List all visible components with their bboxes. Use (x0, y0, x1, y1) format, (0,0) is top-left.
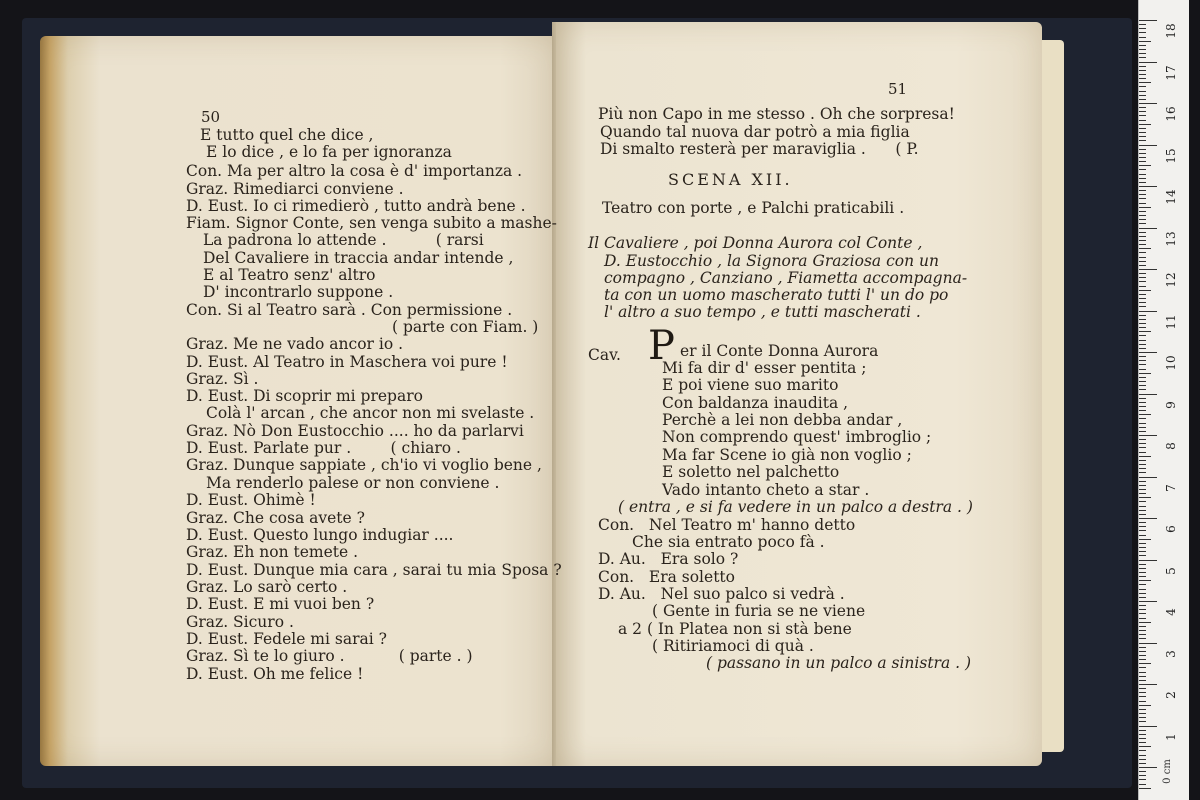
ruler-tick (1139, 597, 1146, 598)
ruler-tick (1139, 91, 1146, 92)
ruler-tick (1139, 145, 1157, 146)
ruler-tick (1139, 655, 1146, 656)
text-line: D. Eust. Parlate pur . ( chiaro . (186, 439, 461, 457)
ruler-tick (1139, 701, 1146, 702)
ruler-number: 8 (1164, 442, 1178, 450)
ruler-tick (1139, 676, 1146, 677)
ruler-tick (1139, 24, 1146, 25)
text-line: E poi viene suo marito (662, 376, 839, 394)
right-page-number: 51 (888, 80, 908, 98)
text-line: D. Eust. Di scoprir mi preparo (186, 387, 423, 405)
ruler-number: 12 (1164, 272, 1178, 288)
ruler-tick (1139, 630, 1146, 631)
ruler-tick (1139, 439, 1146, 440)
ruler-tick (1139, 618, 1146, 619)
ruler-tick (1139, 560, 1157, 561)
ruler-tick (1139, 705, 1151, 706)
ruler-tick (1139, 294, 1146, 295)
ruler-tick (1139, 86, 1146, 87)
ruler-tick (1139, 290, 1151, 291)
ruler-tick (1139, 211, 1146, 212)
ruler-tick (1139, 74, 1146, 75)
ruler-tick (1139, 659, 1146, 660)
ruler-tick (1139, 53, 1146, 54)
ruler-tick (1139, 750, 1146, 751)
ruler-tick (1139, 734, 1146, 735)
ruler-tick (1139, 672, 1146, 673)
ruler-tick (1139, 593, 1146, 594)
ruler-tick (1139, 360, 1146, 361)
ruler-number: 9 (1164, 400, 1178, 409)
ruler-tick (1139, 132, 1146, 133)
text-line: Con. Era soletto (598, 568, 735, 586)
ruler-tick (1139, 169, 1146, 170)
ruler-tick (1139, 352, 1157, 353)
ruler-number: 16 (1164, 106, 1178, 122)
ruler-tick (1139, 215, 1146, 216)
drop-cap: P (648, 323, 675, 369)
text-line: Vado intanto cheto a star . (662, 481, 870, 499)
ruler-tick (1139, 514, 1146, 515)
ruler-tick (1139, 410, 1146, 411)
text-line: compagno , Canziano , Fiametta accompagna- (604, 269, 968, 287)
ruler-tick (1139, 174, 1146, 175)
ruler-tick (1139, 41, 1151, 42)
ruler-tick (1139, 518, 1157, 519)
scene-title: SCENA XII. (668, 170, 793, 189)
text-line: Graz. Lo sarò certo . (186, 578, 348, 596)
ruler-tick (1139, 244, 1146, 245)
ruler-tick (1139, 493, 1146, 494)
ruler-tick (1139, 643, 1157, 644)
text-line: Quando tal nuova dar potrò a mia figlia (600, 123, 910, 141)
ruler-tick (1139, 568, 1146, 569)
ruler-tick (1139, 696, 1146, 697)
ruler-number: 15 (1164, 147, 1178, 164)
text-line: Graz. Sicuro . (186, 613, 294, 631)
ruler-tick (1139, 742, 1146, 743)
ruler-tick (1139, 601, 1157, 602)
text-line: ( Gente in furia se ne viene (652, 602, 866, 620)
text-line: Graz. Me ne vado ancor io . (186, 335, 403, 353)
ruler-tick (1139, 402, 1146, 403)
text-line: D. Au. Era solo ? (598, 550, 739, 568)
ruler-tick (1139, 157, 1146, 158)
ruler-tick (1139, 775, 1146, 776)
ruler-tick (1139, 497, 1151, 498)
ruler-tick (1139, 103, 1157, 104)
text-line: ( entra , e si fa vedere in un palco a destra . ) (618, 498, 973, 516)
ruler-tick (1139, 120, 1146, 121)
ruler-tick (1139, 456, 1151, 457)
text-line: Colà l' arcan , che ancor non mi svelaste . (206, 404, 535, 422)
ruler-tick (1139, 377, 1146, 378)
ruler-tick (1139, 452, 1146, 453)
text-line: ( parte con Fiam. ) (392, 318, 539, 336)
ruler-number: 2 (1164, 691, 1178, 699)
ruler-tick (1139, 788, 1151, 789)
ruler-tick (1139, 335, 1146, 336)
text-line: Con baldanza inaudita , (662, 394, 849, 412)
ruler-tick (1139, 779, 1146, 780)
text-line: E soletto nel palchetto (662, 463, 840, 481)
ruler-tick (1139, 78, 1146, 79)
ruler-tick (1139, 203, 1146, 204)
ruler-number: 1 (1164, 732, 1178, 741)
text-line: er il Conte Donna Aurora (680, 342, 879, 360)
ruler-tick (1139, 688, 1146, 689)
ruler-tick (1139, 136, 1146, 137)
ruler-tick (1139, 82, 1151, 83)
ruler-tick (1139, 286, 1146, 287)
ruler-tick (1139, 232, 1146, 233)
ruler-tick (1139, 190, 1146, 191)
text-line: Con. Si al Teatro sarà . Con permissione . (186, 301, 513, 319)
ruler-tick (1139, 784, 1146, 785)
ruler-tick (1139, 771, 1146, 772)
text-line: Graz. Sì . (186, 370, 259, 388)
ruler-tick (1139, 240, 1146, 241)
ruler-tick (1139, 99, 1146, 100)
ruler-tick (1139, 178, 1146, 179)
ruler-tick (1139, 572, 1146, 573)
ruler-tick (1139, 344, 1146, 345)
text-line: Fiam. Signor Conte, sen venga subito a mashe- (186, 214, 557, 232)
ruler-number: 3 (1164, 649, 1178, 658)
ruler-tick (1139, 277, 1146, 278)
text-line: a 2 ( In Platea non si stà bene (618, 620, 852, 638)
ruler-tick (1139, 348, 1146, 349)
ruler-tick (1139, 161, 1146, 162)
ruler-tick (1139, 427, 1146, 428)
ruler-tick (1139, 261, 1146, 262)
ruler-tick (1139, 510, 1146, 511)
ruler-tick (1139, 111, 1146, 112)
text-line: D. Eust. Al Teatro in Maschera voi pure ! (186, 353, 508, 371)
ruler-tick (1139, 638, 1146, 639)
ruler-tick (1139, 207, 1151, 208)
ruler-tick (1139, 464, 1146, 465)
ruler-tick (1139, 755, 1146, 756)
ruler-tick (1139, 622, 1151, 623)
text-line: D. Eust. Ohimè ! (186, 491, 316, 509)
text-line: D. Eust. Io ci rimedierò , tutto andrà bene . (186, 197, 526, 215)
ruler-number: 11 (1164, 313, 1178, 330)
ruler-tick (1139, 124, 1151, 125)
text-line: ta con un uomo mascherato tutti l' un do po (604, 286, 949, 304)
text-line: Del Cavaliere in traccia andar intende , (203, 249, 514, 267)
ruler-tick (1139, 535, 1146, 536)
ruler-tick (1139, 340, 1146, 341)
ruler-tick (1139, 70, 1146, 71)
ruler-tick (1139, 273, 1146, 274)
ruler-tick (1139, 140, 1146, 141)
ruler-tick (1139, 580, 1151, 581)
ruler-tick (1139, 252, 1146, 253)
ruler-tick (1139, 726, 1157, 727)
ruler-tick (1139, 526, 1146, 527)
ruler-tick (1139, 311, 1157, 312)
ruler-tick (1139, 306, 1146, 307)
ruler-tick (1139, 32, 1146, 33)
ruler-tick (1139, 721, 1146, 722)
ruler-tick (1139, 182, 1146, 183)
text-line: La padrona lo attende . ( rarsi (203, 231, 484, 249)
ruler-tick (1139, 248, 1151, 249)
ruler-tick (1139, 589, 1146, 590)
ruler-tick (1139, 315, 1146, 316)
ruler-tick (1139, 369, 1146, 370)
ruler-tick (1139, 730, 1146, 731)
ruler-tick (1139, 281, 1146, 282)
text-line: Graz. Che cosa avete ? (186, 509, 365, 527)
text-line: l' altro a suo tempo , e tutti mascherati . (604, 303, 921, 321)
ruler-tick (1139, 331, 1151, 332)
ruler-tick (1139, 647, 1146, 648)
ruler-tick (1139, 547, 1146, 548)
ruler-tick (1139, 356, 1146, 357)
ruler-number: 5 (1164, 566, 1178, 575)
ruler-tick (1139, 269, 1157, 270)
ruler-number: 13 (1164, 230, 1178, 247)
ruler-tick (1139, 443, 1146, 444)
ruler-tick (1139, 298, 1146, 299)
ruler-tick (1139, 651, 1146, 652)
ruler-tick (1139, 767, 1157, 768)
ruler-tick (1139, 406, 1146, 407)
text-line: D. Eust. Questo lungo indugiar .... (186, 526, 454, 544)
text-line: Il Cavaliere , poi Donna Aurora col Conte , (588, 234, 923, 252)
ruler-tick (1139, 613, 1146, 614)
ruler-tick (1139, 435, 1157, 436)
ruler-tick (1139, 692, 1146, 693)
ruler-number: 7 (1164, 483, 1178, 492)
text-line: E al Teatro senz' altro (203, 266, 376, 284)
ruler-tick (1139, 394, 1157, 395)
ruler-tick (1139, 165, 1151, 166)
text-line: Più non Capo in me stesso . Oh che sorpresa! (598, 105, 955, 123)
ruler-tick (1139, 609, 1146, 610)
ruler-tick (1139, 506, 1146, 507)
ruler-tick (1139, 398, 1146, 399)
text-line: D. Eust. Dunque mia cara , sarai tu mia Sposa ? (186, 561, 562, 579)
ruler-tick (1139, 684, 1157, 685)
text-line: D. Eust. Fedele mi sarai ? (186, 630, 387, 648)
text-line: Ma far Scene io già non voglio ; (662, 446, 912, 464)
ruler-tick (1139, 128, 1146, 129)
ruler-number: 10 (1164, 355, 1178, 371)
ruler-tick (1139, 763, 1146, 764)
text-line: Non comprendo quest' imbroglio ; (662, 428, 932, 446)
ruler-tick (1139, 663, 1151, 664)
ruler-tick (1139, 543, 1146, 544)
text-line: Che sia entrato poco fà . (632, 533, 825, 551)
text-line: Graz. Dunque sappiate , ch'io vi voglio bene , (186, 456, 542, 474)
text-line: Perchè a lei non debba andar , (662, 411, 903, 429)
ruler-number: 6 (1164, 525, 1178, 533)
ruler-tick (1139, 605, 1146, 606)
ruler-tick (1139, 95, 1146, 96)
text-line: D' incontrarlo suppone . (203, 283, 394, 301)
ruler-tick (1139, 107, 1146, 108)
ruler-tick (1139, 555, 1146, 556)
ruler-unit-label: 0 cm (1161, 759, 1173, 784)
ruler-tick (1139, 460, 1146, 461)
ruler-tick (1139, 149, 1146, 150)
text-line: Graz. Eh non temete . (186, 543, 359, 561)
ruler-tick (1139, 49, 1146, 50)
text-line: D. Au. Nel suo palco si vedrà . (598, 585, 845, 603)
ruler-tick (1139, 468, 1146, 469)
ruler-tick (1139, 228, 1157, 229)
ruler-tick (1139, 418, 1146, 419)
ruler-tick (1139, 472, 1146, 473)
text-line: Graz. Sì te lo giuro . ( parte . ) (186, 647, 473, 665)
ruler-tick (1139, 423, 1146, 424)
ruler-tick (1139, 717, 1146, 718)
ruler-tick (1139, 323, 1146, 324)
ruler-tick (1139, 709, 1146, 710)
text-line: Con. Nel Teatro m' hanno detto (598, 516, 856, 534)
ruler-tick (1139, 319, 1146, 320)
text-line: D. Eust. E mi vuoi ben ? (186, 595, 375, 613)
text-line: ( passano in un palco a sinistra . ) (706, 654, 972, 672)
text-line: D. Eust. Oh me felice ! (186, 665, 364, 683)
text-line: D. Eustocchio , la Signora Graziosa con un (604, 252, 939, 270)
ruler-tick (1139, 223, 1146, 224)
left-page-number: 50 (201, 108, 221, 126)
text-line: E lo dice , e lo fa per ignoranza (206, 143, 452, 161)
ruler-tick (1139, 153, 1146, 154)
ruler-number: 4 (1164, 608, 1178, 616)
ruler-tick (1139, 539, 1151, 540)
ruler-tick (1139, 115, 1146, 116)
ruler-tick (1139, 373, 1151, 374)
ruler-tick (1139, 236, 1146, 237)
text-line: Graz. Nò Don Eustocchio .... ho da parlarvi (186, 422, 524, 440)
ruler-tick (1139, 738, 1146, 739)
ruler-tick (1139, 759, 1146, 760)
text-line: Graz. Rimediarci conviene . (186, 180, 404, 198)
text-line: Con. Ma per altro la cosa è d' importanza . (186, 162, 523, 180)
ruler-number: 14 (1164, 189, 1178, 205)
cav-label: Cav. (588, 346, 621, 364)
ruler-tick (1139, 364, 1146, 365)
measurement-ruler (1138, 0, 1189, 800)
ruler-tick (1139, 57, 1146, 58)
ruler-tick (1139, 564, 1146, 565)
ruler-tick (1139, 198, 1146, 199)
ruler-tick (1139, 194, 1146, 195)
ruler-tick (1139, 37, 1146, 38)
ruler-tick (1139, 28, 1146, 29)
ruler-tick (1139, 713, 1146, 714)
ruler-tick (1139, 447, 1146, 448)
ruler-tick (1139, 327, 1146, 328)
text-line: ( Ritiriamoci di quà . (652, 637, 814, 655)
ruler-tick (1139, 20, 1157, 21)
ruler-tick (1139, 501, 1146, 502)
ruler-tick (1139, 186, 1157, 187)
ruler-tick (1139, 414, 1151, 415)
ruler-tick (1139, 576, 1146, 577)
ruler-tick (1139, 680, 1146, 681)
ruler-tick (1139, 257, 1146, 258)
ruler-tick (1139, 481, 1146, 482)
ruler-tick (1139, 551, 1146, 552)
ruler-tick (1139, 667, 1146, 668)
text-line: Mi fa dir d' esser pentita ; (662, 359, 867, 377)
ruler-tick (1139, 45, 1146, 46)
ruler-tick (1139, 485, 1146, 486)
ruler-tick (1139, 431, 1146, 432)
text-line: Ma renderlo palese or non conviene . (206, 474, 500, 492)
ruler-tick (1139, 265, 1146, 266)
ruler-number: 18 (1164, 23, 1178, 39)
ruler-tick (1139, 219, 1146, 220)
ruler-tick (1139, 477, 1157, 478)
ruler-tick (1139, 746, 1151, 747)
ruler-number: 17 (1164, 64, 1178, 81)
text-line: E tutto quel che dice , (200, 126, 374, 144)
ruler-tick (1139, 389, 1146, 390)
scene-setting: Teatro con porte , e Palchi praticabili . (602, 199, 905, 217)
ruler-tick (1139, 381, 1146, 382)
ruler-tick (1139, 634, 1146, 635)
text-line: Di smalto resterà per maraviglia . ( P. (600, 140, 919, 158)
ruler-tick (1139, 385, 1146, 386)
ruler-tick (1139, 626, 1146, 627)
ruler-tick (1139, 489, 1146, 490)
ruler-tick (1139, 302, 1146, 303)
ruler-tick (1139, 66, 1146, 67)
ruler-tick (1139, 530, 1146, 531)
ruler-tick (1139, 62, 1157, 63)
ruler-tick (1139, 584, 1146, 585)
ruler-tick (1139, 522, 1146, 523)
